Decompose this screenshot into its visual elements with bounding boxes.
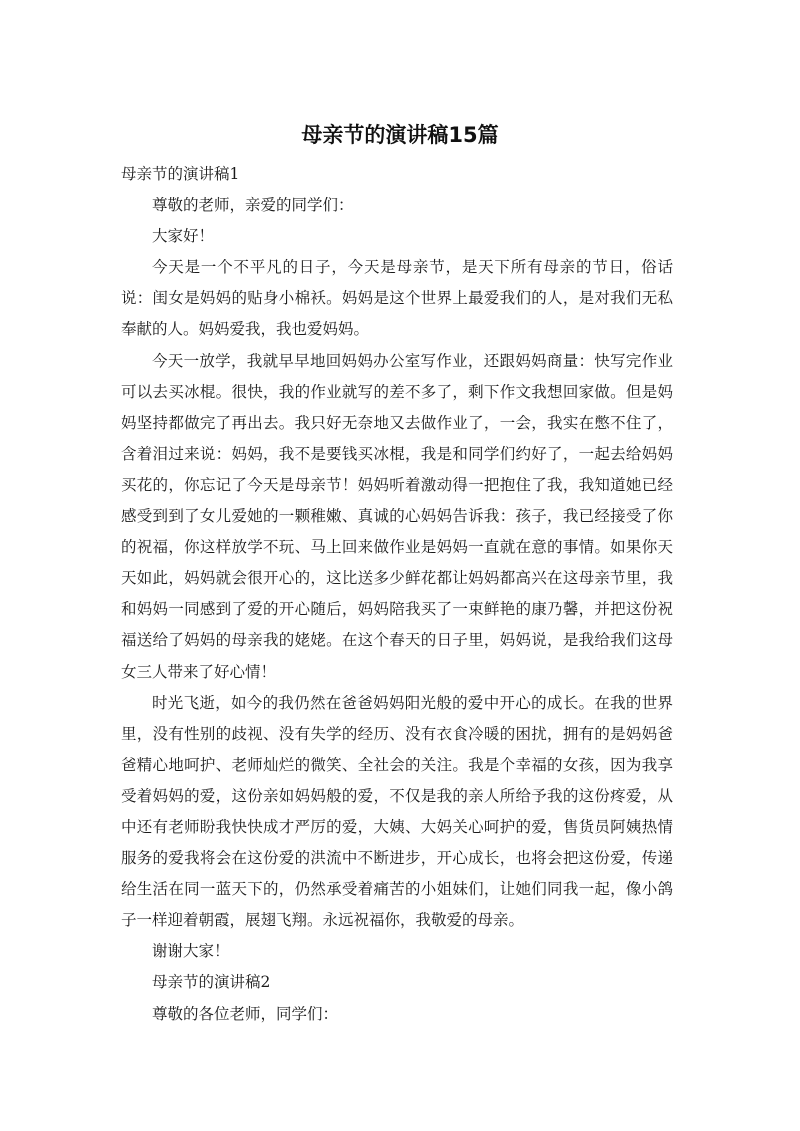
salutation: 尊敬的老师，亲爱的同学们： [152, 196, 354, 215]
salutation: 尊敬的各位老师，同学们： [152, 1004, 339, 1023]
document-title: 母亲节的演讲稿15篇 [301, 123, 499, 147]
section-heading: 母亲节的演讲稿2 [152, 973, 271, 992]
body-paragraph: 今天是一个不平凡的日子，今天是母亲节，是天下所有母亲的节日，俗话说：闺女是妈妈的贴身小棉袄。妈妈是这个世界上最爱我们的人，是对我们无私奉献的人。妈妈爱我，我也爱妈妈。 [121, 258, 673, 339]
closing-thanks: 谢谢大家！ [152, 942, 230, 961]
body-paragraph: 今天一放学，我就早早地回妈妈办公室写作业，还跟妈妈商量：快写完作业可以去买冰棍。很快，我的作业就写的差不多了，剩下作文我想回家做。但是妈妈坚持都做完了再出去。我只好无奈地又去做作业了，一会，我实在憋不住了，含着泪过来说：妈妈，我不是要钱买冰棍，我是和同学们约好了，一起去给妈妈买花的，你忘记了今天是母亲节！妈妈听着激动得一把抱住了我，我知道她已经感受到到了女儿爱她的一颗稚嫩、真诚的心妈妈告诉我：孩子，我已经接受了你的祝福，你这样放学不玩、马上回来做作业是妈妈一直就在意的事情。如果你天天如此，妈妈就会很开心的，这比送多少鲜花都让妈妈都高兴在这母亲节里，我和妈妈一同感到了爱的开心随后，妈妈陪我买了一束鲜艳的康乃馨，并把这份祝福送给了妈妈的母亲我的姥姥。在这个春天的日子里，妈妈说，是我给我们这母女三人带来了好心情！ [121, 351, 673, 681]
body-paragraph: 时光飞逝，如今的我仍然在爸爸妈妈阳光般的爱中开心的成长。在我的世界里，没有性别的歧视、没有失学的经历、没有衣食冷暖的困扰，拥有的是妈妈爸爸精心地呵护、老师灿烂的微笑、全社会的关注。我是个幸福的女孩，因为我享受着妈妈的爱，这份亲如妈妈般的爱，不仅是我的亲人所给予我的这份疼爱，从中还有老师盼我快快成才严厉的爱，大姨、大妈关心呵护的爱，售货员阿姨热情服务的爱我将会在这份爱的洪流中不断进步，开心成长，也将会把这份爱，传递给生活在同一蓝天下的，仍然承受着痛苦的小姐妹们，让她们同我一起，像小鸽子一样迎着朝霞，展翅飞翔。永远祝福你，我敬爱的母亲。 [121, 693, 673, 930]
document-body [121, 159, 673, 1030]
section-heading: 母亲节的演讲稿1 [121, 165, 240, 183]
greeting: 大家好！ [152, 227, 215, 246]
